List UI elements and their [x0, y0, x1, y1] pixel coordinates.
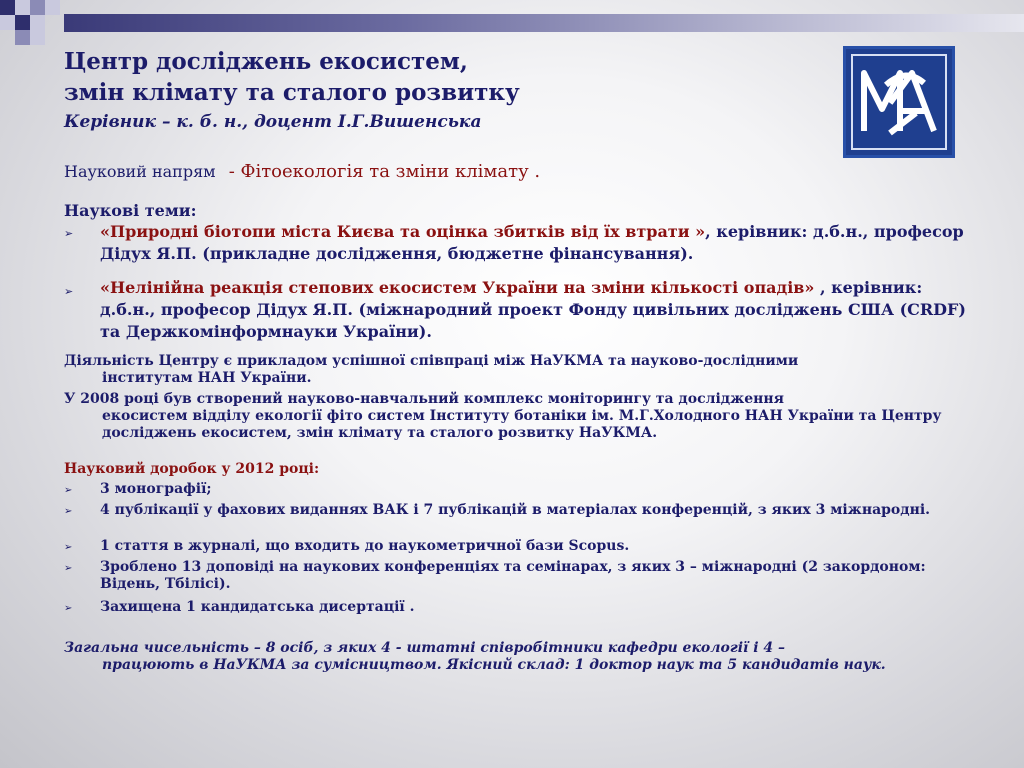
arrow-bullet-icon: ➢	[64, 563, 73, 574]
staff-summary	[64, 640, 969, 674]
paragraph-first-line: Діяльність Центру є прикладом успішної співпраці між НаУКМА та науково-дослідними	[64, 353, 799, 369]
output-item: Захищена 1 кандидатська дисертації .	[100, 599, 415, 615]
header-stripe	[64, 14, 1024, 32]
theme-details: , керівник: д.б.н., професор Дідух Я.П. (прикладне дослідження, бюджетне фінансування).	[100, 222, 964, 263]
naukma-logo	[843, 46, 955, 158]
themes-heading: Наукові теми:	[64, 201, 197, 220]
deco-square	[45, 0, 60, 15]
arrow-bullet-icon: ➢	[64, 603, 73, 614]
deco-square	[30, 30, 45, 45]
output-heading: Науковий доробок у 2012 році:	[64, 461, 320, 477]
deco-square	[0, 0, 15, 15]
paragraph-first-line: У 2008 році був створений науково-навчальний комплекс моніторингу та дослідження	[64, 391, 784, 407]
top-decoration	[0, 0, 1024, 32]
head-of-center: Керівник – к. б. н., доцент І.Г.Вишенська	[64, 112, 482, 132]
deco-square	[30, 0, 45, 15]
deco-square	[15, 15, 30, 30]
summary-continuation: працюють в НаУКМА за сумісництвом. Якісний склад: 1 доктор наук та 5 кандидатів наук.	[102, 657, 886, 673]
summary-first-line: Загальна чисельність – 8 осіб, з яких 4 - штатні співробітники кафедри екології і 4 –	[64, 640, 786, 656]
theme-item	[100, 277, 970, 343]
title-line-1: Центр досліджень екосистем,	[64, 48, 468, 75]
theme-item	[100, 221, 970, 265]
paragraph-complex	[64, 391, 969, 442]
arrow-bullet-icon: ➢	[64, 506, 73, 517]
output-item: Зроблено 13 доповіді на наукових конференціях та семінарах, з яких 3 – міжнародні (2 закордоном: Відень, Тбілісі).	[100, 559, 926, 592]
deco-square	[30, 15, 45, 30]
deco-square	[15, 0, 30, 15]
theme-title: «Нелінійна реакція степових екосистем України на зміни кількості опадів»	[100, 278, 815, 297]
research-direction	[64, 161, 540, 182]
arrow-bullet-icon: ➢	[64, 485, 73, 496]
output-item: 4 публікації у фахових виданнях ВАК і 7 публікацій в матеріалах конференцій, з яких 3 міжнародні.	[100, 502, 931, 518]
direction-value: - Фітоекологія та зміни клімату .	[228, 161, 541, 182]
arrow-bullet-icon: ➢	[64, 227, 74, 240]
title-line-2: змін клімату та сталого розвитку	[64, 79, 520, 106]
page-title	[64, 46, 764, 108]
output-item: 1 стаття в журналі, що входить до наукометричної бази Scopus.	[100, 538, 630, 554]
theme-details: , керівник: д.б.н., професор Дідух Я.П. (міжнародний проект Фонду цивільних досліджень США (CRDF) та Держкомінформнауки України).	[100, 278, 966, 341]
paragraph-continuation: екосистем відділу екології фіто систем Інституту ботаніки ім. М.Г.Холодного НАН України та Центру досліджень екосистем, змін клімату та сталого розвитку НаУКМА.	[102, 408, 942, 441]
paragraph-cooperation	[64, 353, 969, 387]
paragraph-continuation: інститутам НАН України.	[102, 370, 312, 386]
output-item: 3 монографії;	[100, 481, 212, 497]
deco-square	[15, 30, 30, 45]
theme-title: «Природні біотопи міста Києва та оцінка збитків від їх втрати »	[100, 222, 706, 241]
direction-label: Науковий напрям	[64, 162, 216, 181]
deco-square	[0, 15, 15, 30]
arrow-bullet-icon: ➢	[64, 542, 73, 553]
arrow-bullet-icon: ➢	[64, 285, 74, 298]
